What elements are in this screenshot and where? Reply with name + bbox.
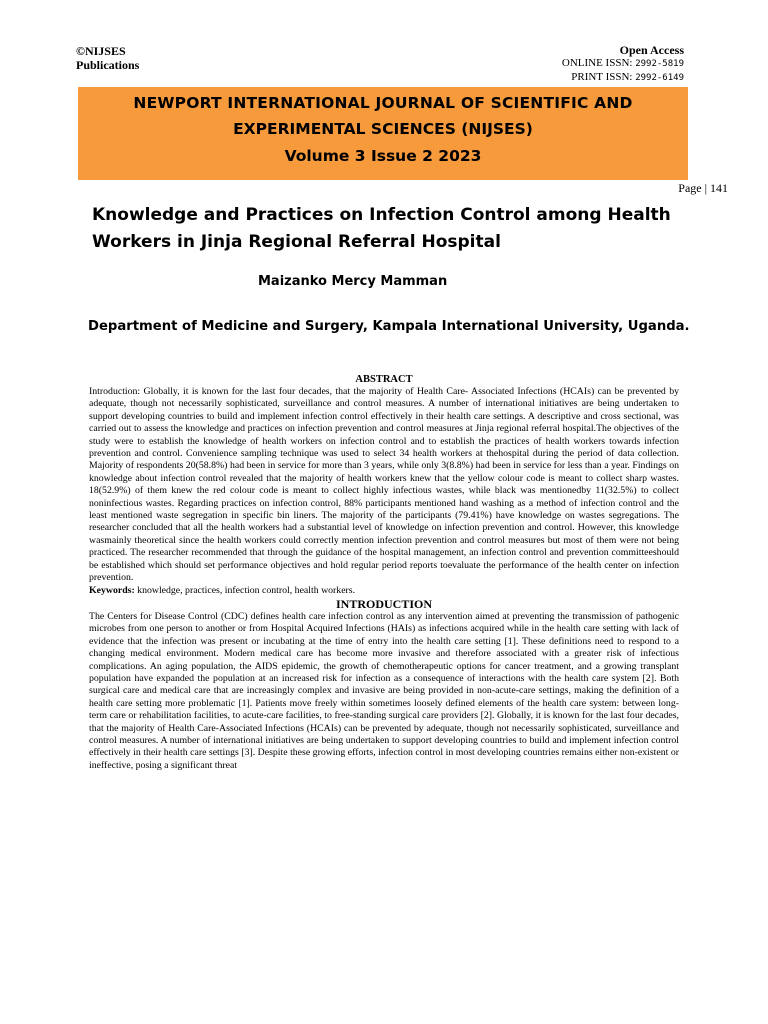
- volume-issue: Volume 3 Issue 2 2023: [284, 147, 482, 165]
- introduction-text: The Centers for Disease Control (CDC) defines health care infection control as any intervention aimed at preventing the transmission of pathogenic microbes from one person to another or from Hospital Acquired Infections (HAIs) as infections acquired while in the health care setting with lack of evidence that the infection was present or incubating at the time of entry into the health care setting [1]. These definitions need to respond to a changing medical environment. Modern medical care has become more invasive and therefore associated with a greater risk of infectious complications. An aging population, the AIDS epidemic, the growth of chemotherapeutic options for cancer treatment, and a growing transplant population have expanded the population at an increased risk for infection as a consequence of interactions with the health care system [2]. Both surgical care and medical care that are increasingly complex and invasive are being provided in non-acute-care settings, making the definition of a health care setting more problematic [1]. Patients move freely within sometimes loosely defined elements of the health care system: between long-term care or rehabilitation facilities, to acute-care facilities, to free-standing surgical care providers [2]. Globally, it is known for the last four decades, that the majority of Health Care-Associated Infections (HCAIs) can be prevented by adequate, though not necessarily sophisticated, surveillance and control measures. A number of international initiatives are being undertaken to support developing countries to build and implement infection control effectively in their health care settings [3]. Despite these growing efforts, infection control in most developing countries remains either non-existent or ineffective, posing a significant threat: [89, 610, 679, 771]
- author-name: Maizanko Mercy Mamman: [258, 274, 448, 289]
- issn-info: [562, 44, 684, 85]
- publisher-sub: Publications: [76, 58, 140, 72]
- journal-name-line1: NEWPORT INTERNATIONAL JOURNAL OF SCIENTIFIC AND: [133, 94, 633, 112]
- page-number: Page | 141: [678, 181, 728, 195]
- abstract-text: Introduction: Globally, it is known for the last four decades, that the majority of Health Care- Associated Infections (HCAIs) can be prevented by adequate, though not necessarily sophisticated, surveillance and control measures. A number of international initiatives are being undertaken to support developing countries to build and implement infection control effectively in their health care settings. A descriptive and cross sectional, was carried out to assess the knowledge and practices on infection prevention and control measures at Jinja regional referral hospital.The objectives of the study were to establish the knowledge of health workers on infection control and to establish the practices of health workers towards infection prevention and control. Convenience sampling technique was used to select 34 health workers at thehospital during the period of data collection. Majority of respondents 20(58.8%) had been in service for more than 3 years, while only 3(8.8%) had been in service for less than a year. Findings on knowledge about infection control revealed that the majority of health workers knew that the yellow colour code is meant to collect sharp wastes. 18(52.9%) of them knew the red colour code is meant to collect highly infectious wastes, while black was mentionedby 11(32.5%) to collect noninfectious wastes. Regarding practices on infection control, 88% participants mentioned hand washing as a method of infection control and the least mentioned waste segregation in specific bin liners. The majority of the participants (79.41%) have knowledge on wastes segregations. The researcher concluded that all the health workers had a substantial level of knowledge on infection prevention and control. However, this knowledge wasmainly theoretical since the health workers could correctly mention infection prevention and control measures but most of them were not being practiced. The researcher recommended that through the guidance of the hospital management, an infection control and prevention committeeshould be established which should set performance objectives and hold regular period reports toevaluate the performance of the health center on infection prevention.: [89, 386, 679, 584]
- publisher-info: [76, 44, 139, 72]
- publisher-name: ©NIJSES: [76, 44, 126, 58]
- open-access-label: Open Access: [619, 43, 684, 57]
- print-issn: PRINT ISSN: 2992-6149: [571, 71, 684, 83]
- article-title: Knowledge and Practices on Infection Control among Health Workers in Jinja Regional Referral Hospital: [92, 205, 671, 252]
- introduction-heading: INTRODUCTION: [335, 596, 432, 611]
- article-body: [89, 373, 679, 772]
- keywords-label: Keywords:: [89, 584, 135, 596]
- keywords: [89, 585, 679, 597]
- keywords-list: knowledge, practices, infection control, health workers.: [134, 584, 356, 596]
- abstract-heading: ABSTRACT: [355, 374, 413, 385]
- online-issn: ONLINE ISSN: 2992-5819: [561, 57, 684, 69]
- journal-banner: [78, 87, 688, 180]
- page-header: [76, 44, 684, 84]
- journal-name-line2: EXPERIMENTAL SCIENCES (NIJSES): [233, 120, 533, 138]
- author-affiliation: Department of Medicine and Surgery, Kampala International University, Uganda.: [88, 319, 690, 334]
